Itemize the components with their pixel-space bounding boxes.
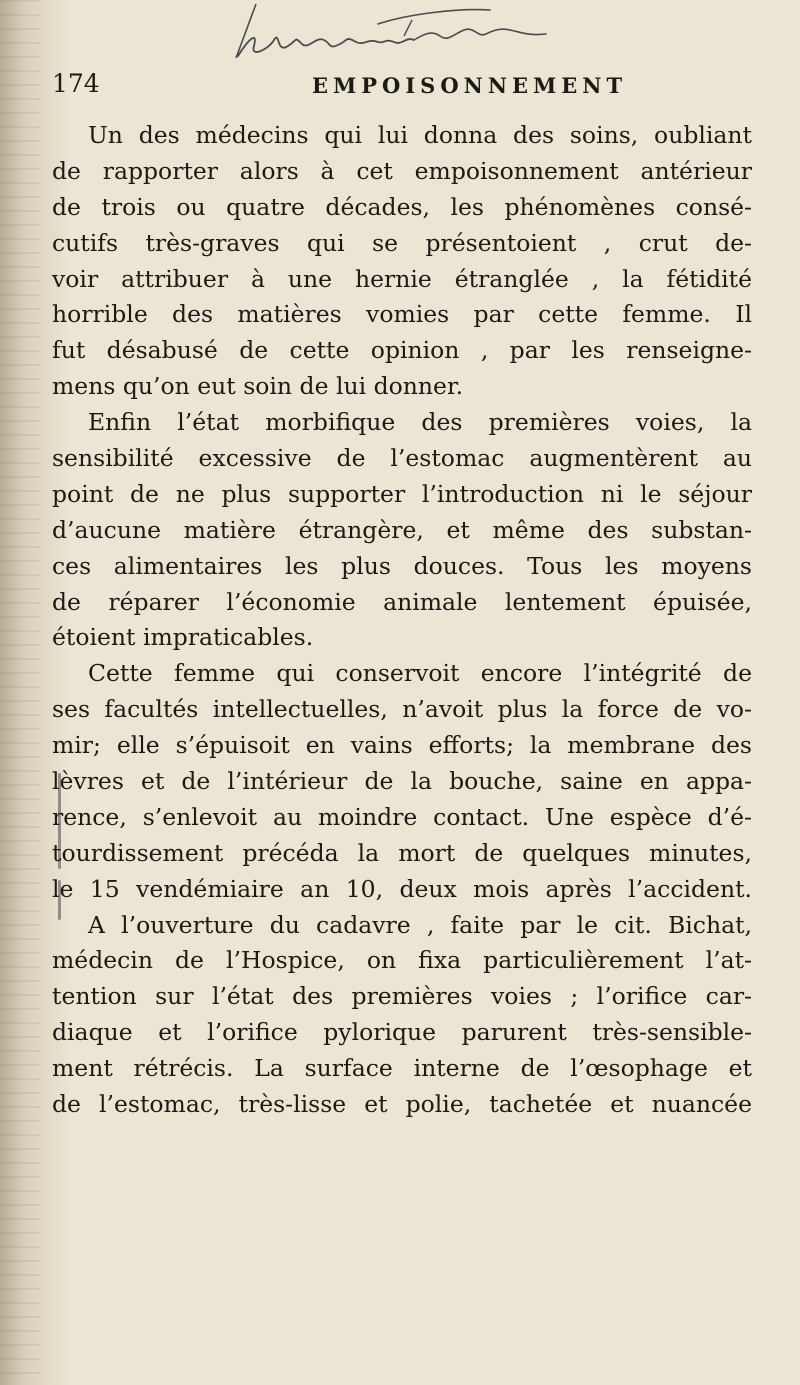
text-line: ses facultés intellectuelles, n’avoit plus la force de vo- (52, 695, 752, 724)
body-text (52, 118, 752, 1123)
text-line: Un des médecins qui lui donna des soins, oubliant (88, 121, 752, 149)
binding-texture (0, 0, 40, 1385)
text-line: tention sur l’état des premières voies ; l’orifice car- (52, 982, 752, 1011)
text-line: lèvres et de l’intérieur de la bouche, saine en appa- (52, 767, 752, 796)
text-line: médecin de l’Hospice, on fixa particulièrement l’at- (52, 946, 752, 975)
text-line: horrible des matières vomies par cette femme. Il (52, 300, 752, 329)
text-line: mir; elle s’épuisoit en vains efforts; la membrane des (52, 731, 752, 760)
text-line: cutifs très-graves qui se présentoient , crut de- (52, 228, 752, 257)
text-line: le 15 vendémiaire an 10, deux mois après l’accident. (52, 874, 752, 903)
text-line: mens qu’on eut soin de lui donner. (52, 372, 464, 401)
text-line: ment rétrécis. La surface interne de l’œsophage et (52, 1054, 752, 1083)
text-line: étoient impraticables. (52, 623, 314, 652)
handwritten-signature (228, 0, 558, 62)
text-line: ces alimentaires les plus douces. Tous les moyens (52, 551, 752, 580)
text-line: diaque et l’orifice pylorique parurent très-sensible- (52, 1018, 752, 1047)
text-line: de l’estomac, très-lisse et polie, tachetée et nuancée (52, 1090, 752, 1119)
text-line: d’aucune matière étrangère, et même des substan- (52, 515, 752, 544)
text-line: tourdissement précéda la mort de quelques minutes, (52, 838, 752, 867)
text-line: sensibilité excessive de l’estomac augmentèrent au (52, 444, 752, 473)
text-line: voir attribuer à une hernie étranglée , la fétidité (52, 264, 752, 293)
text-line: de trois ou quatre décades, les phénomènes consé- (52, 192, 752, 221)
text-line: rence, s’enlevoit au moindre contact. Une espèce d’é- (52, 802, 752, 831)
text-line: de réparer l’économie animale lentement épuisée, (52, 587, 752, 616)
text-line: point de ne plus supporter l’introduction ni le séjour (52, 479, 752, 508)
text-line: fut désabusé de cette opinion , par les renseigne- (52, 336, 752, 365)
text-line: A l’ouverture du cadavre , faite par le cit. Bichat, (88, 910, 752, 939)
text-line: Cette femme qui conservoit encore l’intégrité de (88, 659, 752, 688)
text-line: Enfin l’état morbifique des premières voies, la (88, 408, 752, 437)
text-line: de rapporter alors à cet empoisonnement antérieur (52, 156, 752, 185)
running-head: EMPOISONNEMENT (312, 73, 628, 98)
page-number: 174 (52, 69, 100, 98)
